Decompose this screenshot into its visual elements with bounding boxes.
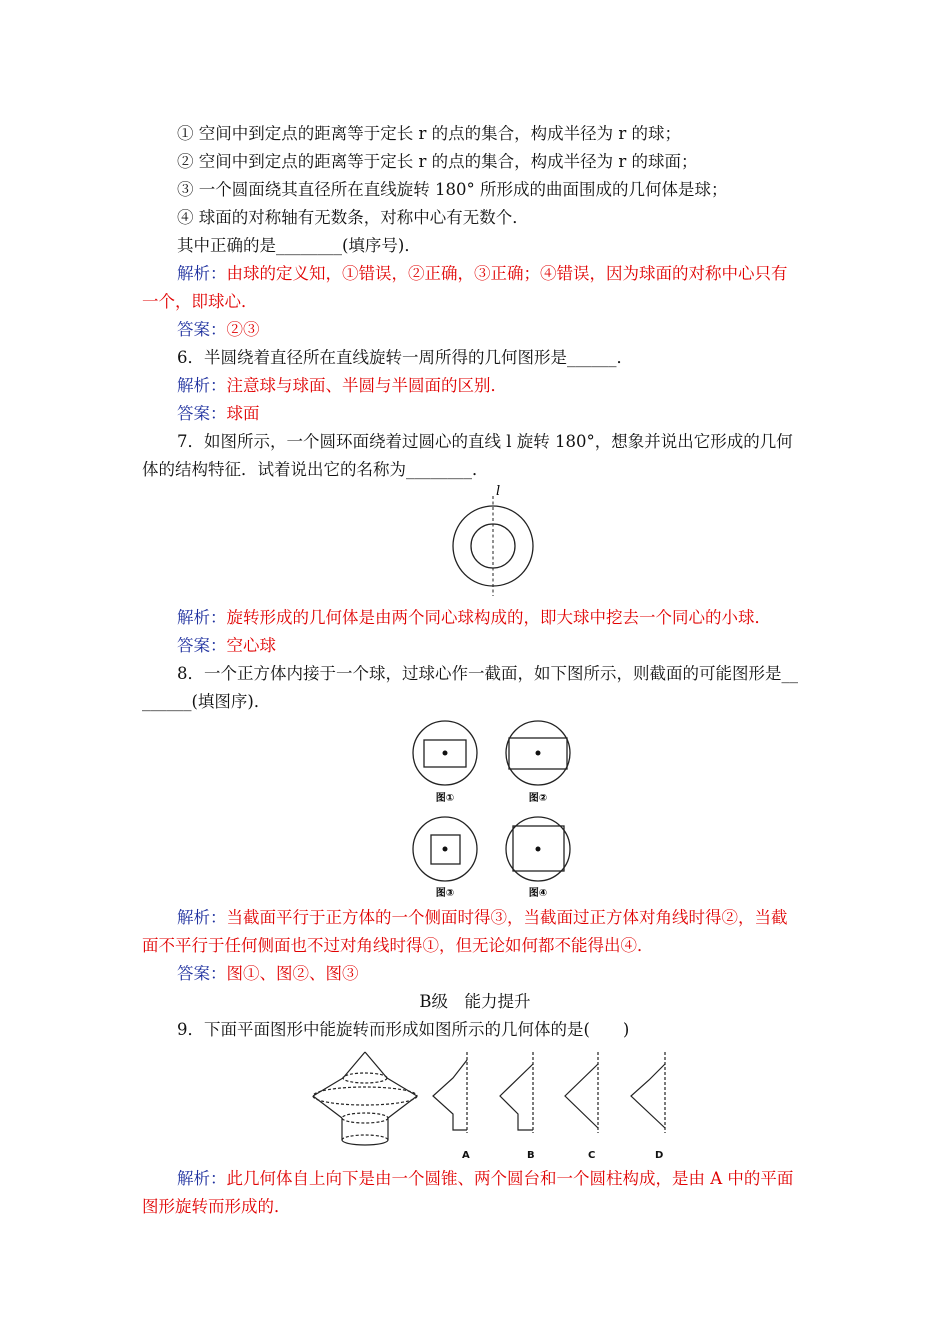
section-heading: B级 能力提升 bbox=[419, 992, 531, 1011]
analysis-label: 解析： bbox=[177, 1169, 227, 1188]
q8-question: 8．一个正方体内接于一个球，过球心作一截面，如下图所示，则截面的可能图形是__ bbox=[177, 664, 798, 683]
answer-label: 答案： bbox=[177, 404, 227, 423]
statement-2: ② 空间中到定点的距离等于定长 r 的点的集合，构成半径为 r 的球面； bbox=[177, 152, 698, 171]
figure-3 bbox=[413, 817, 477, 899]
q7-answer bbox=[177, 635, 276, 657]
answer-text: 球面 bbox=[226, 404, 260, 423]
option-d-label: D bbox=[655, 1150, 664, 1161]
answer-label: 答案： bbox=[177, 320, 227, 339]
q5-answer bbox=[177, 319, 260, 341]
analysis-text: 由球的定义知，①错误，②正确，③正确；④错误，因为球面的对称中心只有 bbox=[226, 264, 788, 283]
option-a-figure bbox=[433, 1052, 470, 1161]
analysis-label: 解析： bbox=[177, 376, 227, 395]
analysis-text: 注意球与球面、半圆与半圆面的区别． bbox=[226, 376, 507, 395]
q7-analysis bbox=[177, 607, 771, 629]
answer-text: 空心球 bbox=[226, 636, 276, 655]
cross-section-figures bbox=[400, 720, 590, 900]
analysis-text: 旋转形成的几何体是由两个同心球构成的，即大球中挖去一个同心的小球． bbox=[226, 608, 771, 627]
option-a-label: A bbox=[462, 1150, 470, 1161]
q9-question: 9．下面平面图形中能旋转而形成如图所示的几何体的是( ) bbox=[177, 1020, 630, 1039]
q6-answer bbox=[177, 403, 260, 425]
q8-analysis bbox=[177, 907, 788, 929]
statement-3: ③ 一个圆面绕其直径所在直线旋转 180° 所形成的曲面围成的几何体是球； bbox=[177, 180, 728, 199]
axis-label: l bbox=[496, 484, 501, 499]
figure-4 bbox=[506, 817, 570, 899]
caption-1: 图① bbox=[435, 793, 455, 804]
q5-prompt: 其中正确的是________(填序号)． bbox=[177, 236, 421, 255]
q6-question: 6．半圆绕着直径所在直线旋转一周所得的几何图形是______． bbox=[177, 348, 633, 367]
option-c-label: C bbox=[588, 1150, 596, 1161]
answer-text: ②③ bbox=[226, 320, 260, 339]
caption-3: 图③ bbox=[435, 888, 455, 899]
q9-analysis-cont: 图形旋转而形成的． bbox=[142, 1197, 291, 1216]
statement-1: ① 空间中到定点的距离等于定长 r 的点的集合，构成半径为 r 的球； bbox=[177, 124, 681, 143]
q6-analysis bbox=[177, 375, 507, 397]
answer-label: 答案： bbox=[177, 636, 227, 655]
q8-question-cont: ______(填图序)． bbox=[142, 692, 271, 711]
option-d-figure bbox=[631, 1052, 665, 1161]
solid-figure bbox=[313, 1052, 417, 1145]
analysis-label: 解析： bbox=[177, 264, 227, 283]
answer-label: 答案： bbox=[177, 964, 227, 983]
q7-question: 7．如图所示，一个圆环面绕着过圆心的直线 l 旋转 180°，想象并说出它形成的几何 bbox=[177, 432, 793, 451]
option-c-figure bbox=[565, 1052, 598, 1161]
analysis-text: 当截面平行于正方体的一个侧面时得③，当截面过正方体对角线时得②，当截 bbox=[226, 908, 788, 927]
q5-analysis-cont: 一个，即球心． bbox=[142, 292, 258, 311]
option-b-figure bbox=[500, 1052, 535, 1161]
figure-1 bbox=[413, 721, 477, 804]
caption-2: 图② bbox=[528, 793, 548, 804]
statement-4: ④ 球面的对称轴有无数条，对称中心有无数个． bbox=[177, 208, 529, 227]
analysis-label: 解析： bbox=[177, 908, 227, 927]
q7-question-cont: 体的结构特征．试着说出它的名称为________． bbox=[142, 460, 489, 479]
q5-analysis bbox=[177, 263, 788, 285]
solid-and-options-figure bbox=[305, 1048, 675, 1168]
analysis-text: 此几何体自上向下是由一个圆锥、两个圆台和一个圆柱构成，是由 A 中的平面 bbox=[226, 1169, 794, 1188]
figure-2 bbox=[506, 721, 570, 804]
answer-text: 图①、图②、图③ bbox=[226, 964, 359, 983]
q9-analysis bbox=[177, 1168, 793, 1190]
ring-figure bbox=[440, 484, 550, 599]
q8-analysis-cont: 面不平行于任何侧面也不过对角线时得①，但无论如何都不能得出④． bbox=[142, 936, 654, 955]
q8-answer bbox=[177, 963, 359, 985]
option-b-label: B bbox=[527, 1150, 535, 1161]
analysis-label: 解析： bbox=[177, 608, 227, 627]
caption-4: 图④ bbox=[528, 888, 548, 899]
